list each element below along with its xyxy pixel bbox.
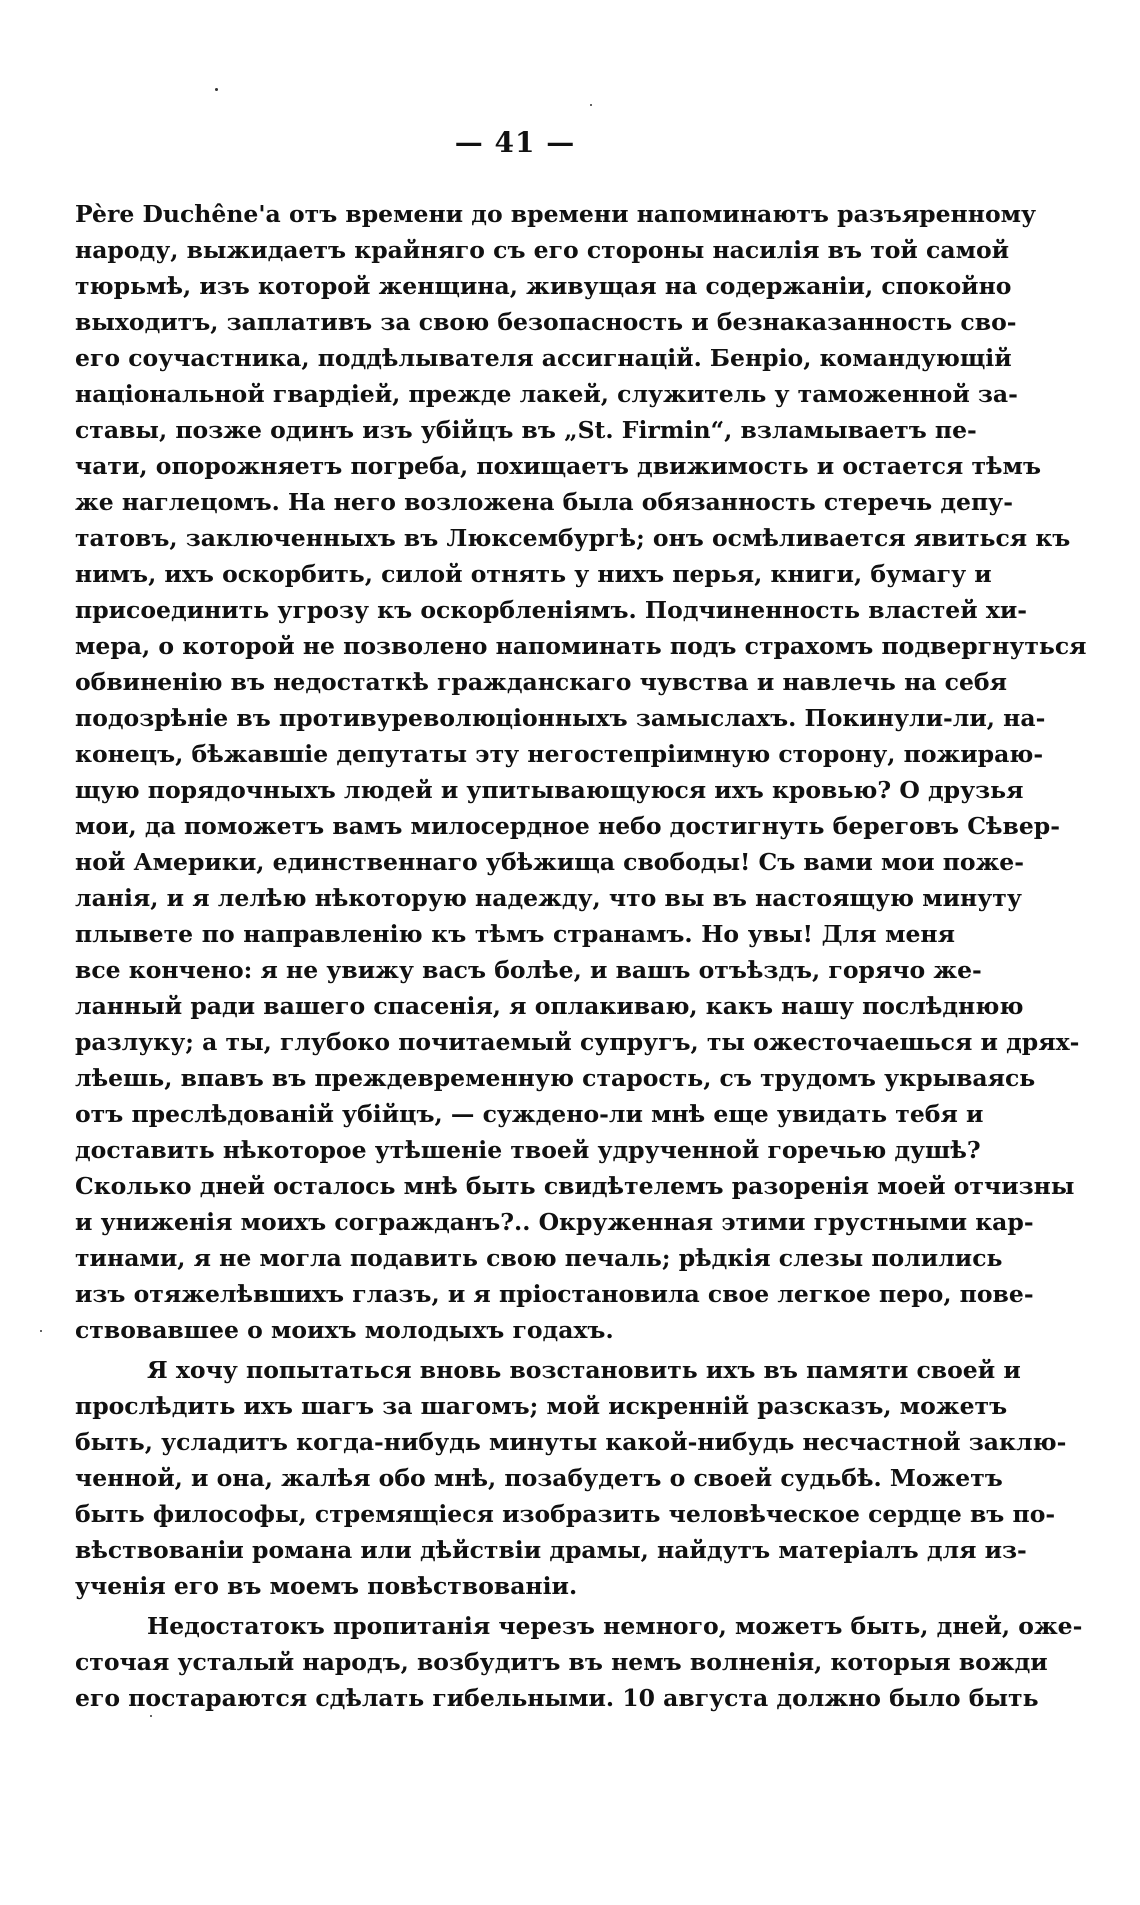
paragraph-3: [75, 1608, 1083, 1716]
text-line: лѣешь, впавъ въ преждевременную старость, съ трудомъ укрываясь: [75, 1064, 1036, 1092]
scan-speck: [150, 1715, 152, 1717]
text-line: народу, выжидаетъ крайняго съ его стороны насилія въ той самой: [75, 236, 1010, 264]
text-line: выходитъ, заплативъ за свою безопасность и безнаказанность сво-: [75, 308, 1017, 336]
text-line: тинами, я не могла подавить свою печаль; рѣдкія слезы полились: [75, 1244, 1003, 1272]
text-line: національной гвардіей, прежде лакей, служитель у таможенной за-: [75, 380, 1018, 408]
text-line: сточая усталый народъ, возбудитъ въ немъ волненія, которыя вожди: [75, 1648, 1048, 1676]
text-line: присоединить угрозу къ оскорбленіямъ. Подчиненность властей хи-: [75, 596, 1028, 624]
text-line: ставы, позже одинъ изъ убійцъ въ „St. Firmin“, взламываетъ пе-: [75, 416, 977, 444]
text-line: вѣствованіи романа или дѣйствіи драмы, найдутъ матеріалъ для из-: [75, 1536, 1027, 1564]
text-line: его постараются сдѣлать гибельными. 10 августа должно было быть: [75, 1684, 1039, 1712]
text-line: подозрѣніе въ противуреволюціонныхъ замыслахъ. Покинули-ли, на-: [75, 704, 1046, 732]
paragraph-2: [75, 1352, 1067, 1604]
page-number: — 41 —: [454, 126, 576, 159]
text-line: и униженія моихъ согражданъ?.. Окруженная этими грустными кар-: [75, 1208, 1034, 1236]
body-text: [75, 196, 1087, 1716]
text-line: же наглецомъ. На него возложена была обязанность стеречь депу-: [75, 488, 1013, 516]
scan-speck: [215, 88, 218, 91]
scan-speck: [590, 104, 592, 106]
text-line: ченной, и она, жалѣя обо мнѣ, позабудетъ о своей судьбѣ. Можетъ: [75, 1464, 1003, 1492]
text-line: обвиненію въ недостаткѣ гражданскаго чувства и навлечь на себя: [75, 668, 1007, 696]
paragraph-1: [75, 196, 1087, 1348]
text-line: ланный ради вашего спасенія, я оплакиваю, какъ нашу послѣднюю: [75, 992, 1024, 1020]
text-line: мера, о которой не позволено напоминать подъ страхомъ подвергнуться: [75, 632, 1087, 660]
text-line: его соучастника, поддѣлывателя ассигнацій. Бенріо, командующій: [75, 344, 1012, 372]
text-line: быть философы, стремящіеся изобразить человѣческое сердце въ по-: [75, 1500, 1056, 1528]
text-line: разлуку; а ты, глубоко почитаемый супругъ, ты ожесточаешься и дрях-: [75, 1028, 1080, 1056]
text-line: щую порядочныхъ людей и упитывающуюся ихъ кровью? О друзья: [75, 776, 1024, 804]
text-line: татовъ, заключенныхъ въ Люксембургѣ; онъ осмѣливается явиться къ: [75, 524, 1071, 552]
text-line: конецъ, бѣжавшіе депутаты эту негостепріимную сторону, пожираю-: [75, 740, 1044, 768]
text-line: ствовавшее о моихъ молодыхъ годахъ.: [75, 1316, 614, 1344]
text-line: нимъ, ихъ оскорбить, силой отнять у нихъ перья, книги, бумагу и: [75, 560, 992, 588]
text-line: плывете по направленію къ тѣмъ странамъ. Но увы! Для меня: [75, 920, 955, 948]
text-line: Сколько дней осталось мнѣ быть свидѣтелемъ разоренія моей отчизны: [75, 1172, 1075, 1200]
text-line: прослѣдить ихъ шагъ за шагомъ; мой искренній разсказъ, можетъ: [75, 1392, 1008, 1420]
text-line: чати, опорожняетъ погреба, похищаетъ движимость и остается тѣмъ: [75, 452, 1042, 480]
text-line: Недостатокъ пропитанія черезъ немного, можетъ быть, дней, оже-: [147, 1612, 1083, 1640]
scan-speck: [40, 1330, 42, 1332]
text-line: мои, да поможетъ вамъ милосердное небо достигнуть береговъ Сѣвер-: [75, 812, 1060, 840]
text-line: Père Duchêne'а отъ времени до времени напоминаютъ разъяренному: [75, 200, 1037, 228]
text-line: ланія, и я лелѣю нѣкоторую надежду, что вы въ настоящую минуту: [75, 884, 1022, 912]
text-line: изъ отяжелѣвшихъ глазъ, и я пріостановила свое легкое перо, пове-: [75, 1280, 1034, 1308]
text-line: доставить нѣкоторое утѣшеніе твоей удрученной горечью душѣ?: [75, 1136, 981, 1164]
text-line: ной Америки, единственнаго убѣжища свободы! Съ вами мои поже-: [75, 848, 1025, 876]
text-line: все кончено: я не увижу васъ болѣе, и вашъ отъѣздъ, горячо же-: [75, 956, 982, 984]
text-line: Я хочу попытаться вновь возстановить ихъ въ памяти своей и: [147, 1356, 1021, 1384]
text-line: отъ преслѣдованій убійцъ, — суждено-ли мнѣ еще увидать тебя и: [75, 1100, 984, 1128]
text-line: тюрьмѣ, изъ которой женщина, живущая на содержаніи, спокойно: [75, 272, 1012, 300]
text-line: ученія его въ моемъ повѣствованіи.: [75, 1572, 578, 1600]
text-line: быть, усладитъ когда-нибудь минуты какой-нибудь несчастной заклю-: [75, 1428, 1067, 1456]
